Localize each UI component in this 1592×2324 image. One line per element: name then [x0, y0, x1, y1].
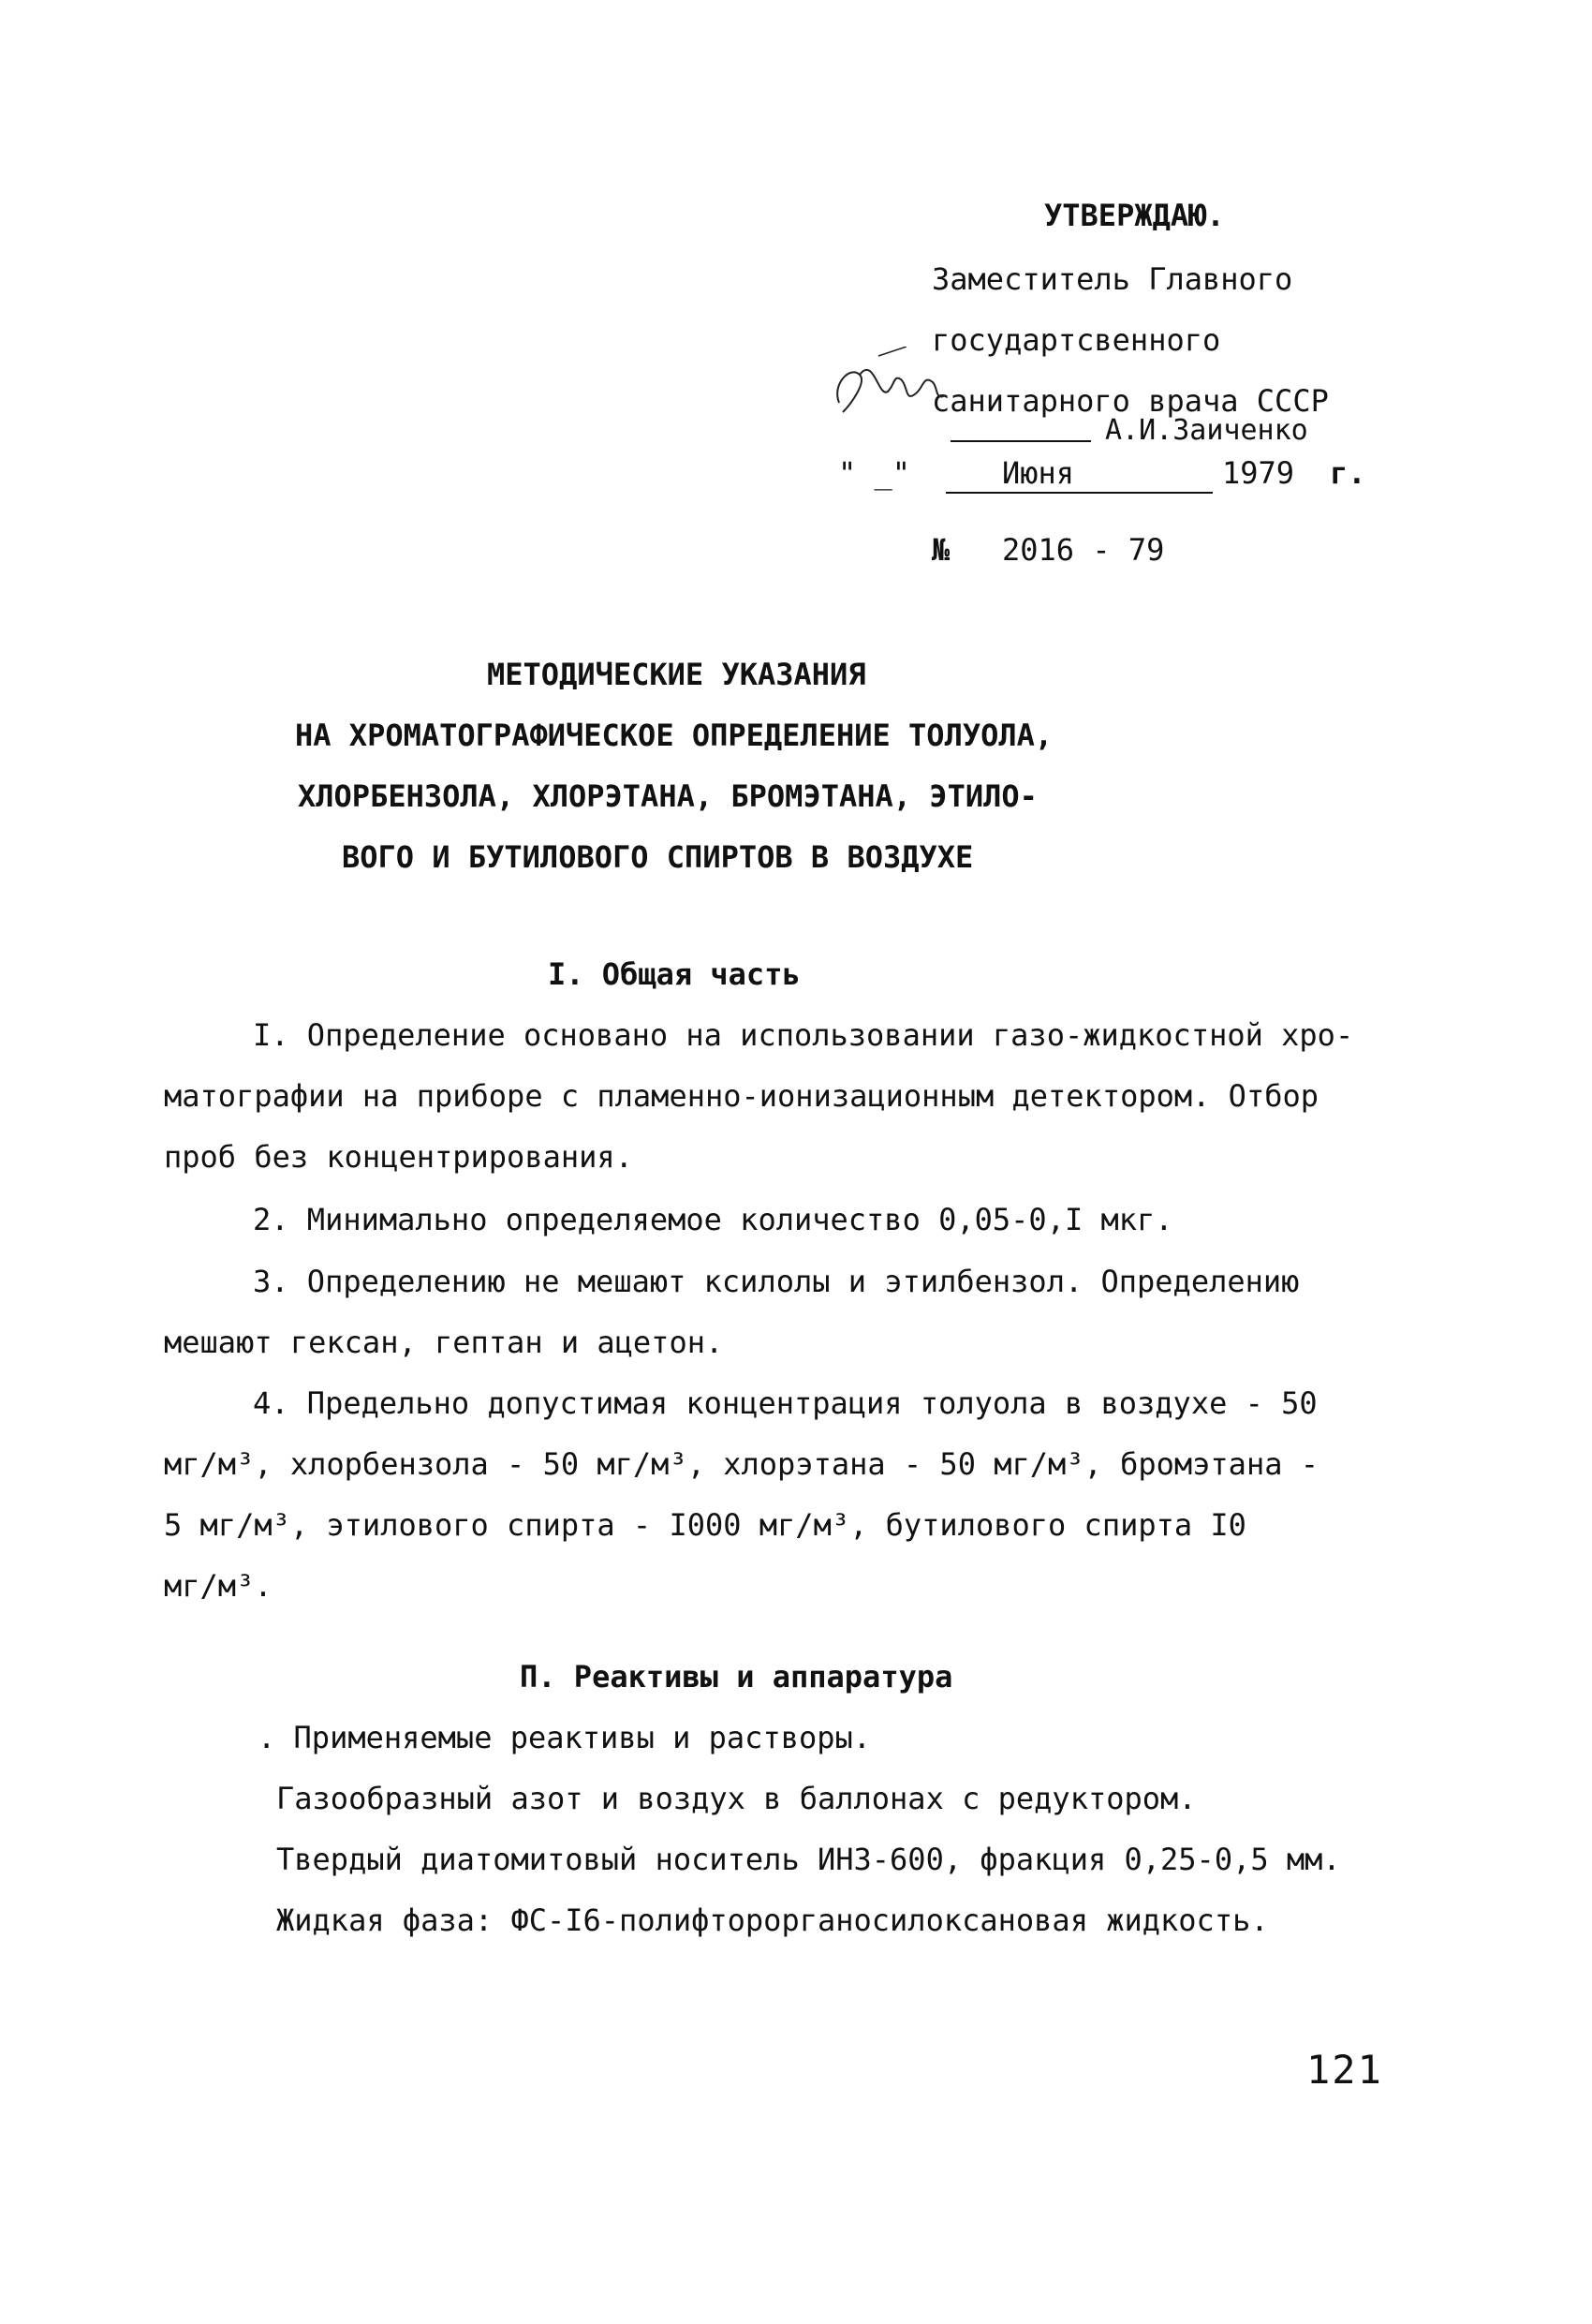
section1-p4-line4: мг/м³.	[164, 1568, 273, 1604]
section1-p4-line3: 5 мг/м³, этилового спирта - I000 мг/м³, бутилового спирта I0	[164, 1507, 1246, 1543]
signer-name: А.И.Заиченко	[1105, 414, 1308, 447]
approver-position-line3: санитарного врача СССР	[932, 383, 1329, 419]
section1-heading: I. Общая часть	[548, 956, 801, 992]
section1-p1-line3: проб без концентрирования.	[164, 1139, 633, 1175]
section2-line1: . Применяемые реактивы и растворы.	[258, 1720, 872, 1755]
approver-position-line2: государтсвенного	[932, 322, 1221, 358]
title-line2: НА ХРОМАТОГРАФИЧЕСКОЕ ОПРЕДЕЛЕНИЕ ТОЛУОЛА,	[295, 718, 1054, 753]
date-month: Июня	[1002, 455, 1075, 491]
title-line3: ХЛОРБЕНЗОЛА, ХЛОРЭТАНА, БРОМЭТАНА, ЭТИЛО-	[298, 778, 1038, 814]
section2-heading: П. Реактивы и аппаратура	[520, 1659, 953, 1695]
approver-position-line1: Заместитель Главного	[932, 261, 1293, 297]
handwritten-signature	[822, 347, 953, 431]
section1-p3-line1: 3. Определению не мешают ксилолы и этилбензол. Определению	[253, 1264, 1300, 1299]
section2-line2: Газообразный азот и воздух в баллонах с редуктором.	[276, 1781, 1197, 1816]
section1-p2: 2. Минимально определяемое количество 0,05-0,I мкг.	[253, 1202, 1173, 1237]
title-line4: ВОГО И БУТИЛОВОГО СПИРТОВ В ВОЗДУХЕ	[342, 839, 974, 875]
date-month-underline	[946, 492, 1213, 494]
date-year-suffix: г.	[1330, 455, 1366, 491]
section1-p4-line2: мг/м³, хлорбензола - 50 мг/м³, хлорэтана - 50 мг/м³, бромэтана -	[164, 1446, 1319, 1482]
section1-p3-line2: мешают гексан, гептан и ацетон.	[164, 1325, 724, 1360]
signature-line	[951, 440, 1091, 442]
section1-p1-line1: I. Определение основано на использовании газо-жидкостной хро-	[253, 1017, 1354, 1053]
title-line1: МЕТОДИЧЕСКИЕ УКАЗАНИЯ	[487, 657, 866, 692]
section1-p1-line2: матографии на приборе с пламенно-ионизационным детектором. Отбор	[164, 1078, 1319, 1114]
page-number: 121	[1306, 2047, 1383, 2093]
section2-line3: Твердый диатомитовый носитель ИНЗ-600, фракция 0,25-0,5 мм.	[276, 1842, 1341, 1877]
date-quote: " _"	[838, 455, 911, 491]
registration-number-sign: №	[932, 532, 951, 568]
date-year: 1979	[1222, 455, 1295, 491]
registration-number: 2016 - 79	[1002, 532, 1165, 568]
section1-p4-line1: 4. Предельно допустимая концентрация толуола в воздухе - 50	[253, 1385, 1318, 1421]
approval-heading: УТВЕРЖДАЮ.	[1044, 198, 1225, 233]
section2-line4: Жидкая фаза: ФС-I6-полифторорганосилоксановая жидкость.	[276, 1902, 1269, 1938]
